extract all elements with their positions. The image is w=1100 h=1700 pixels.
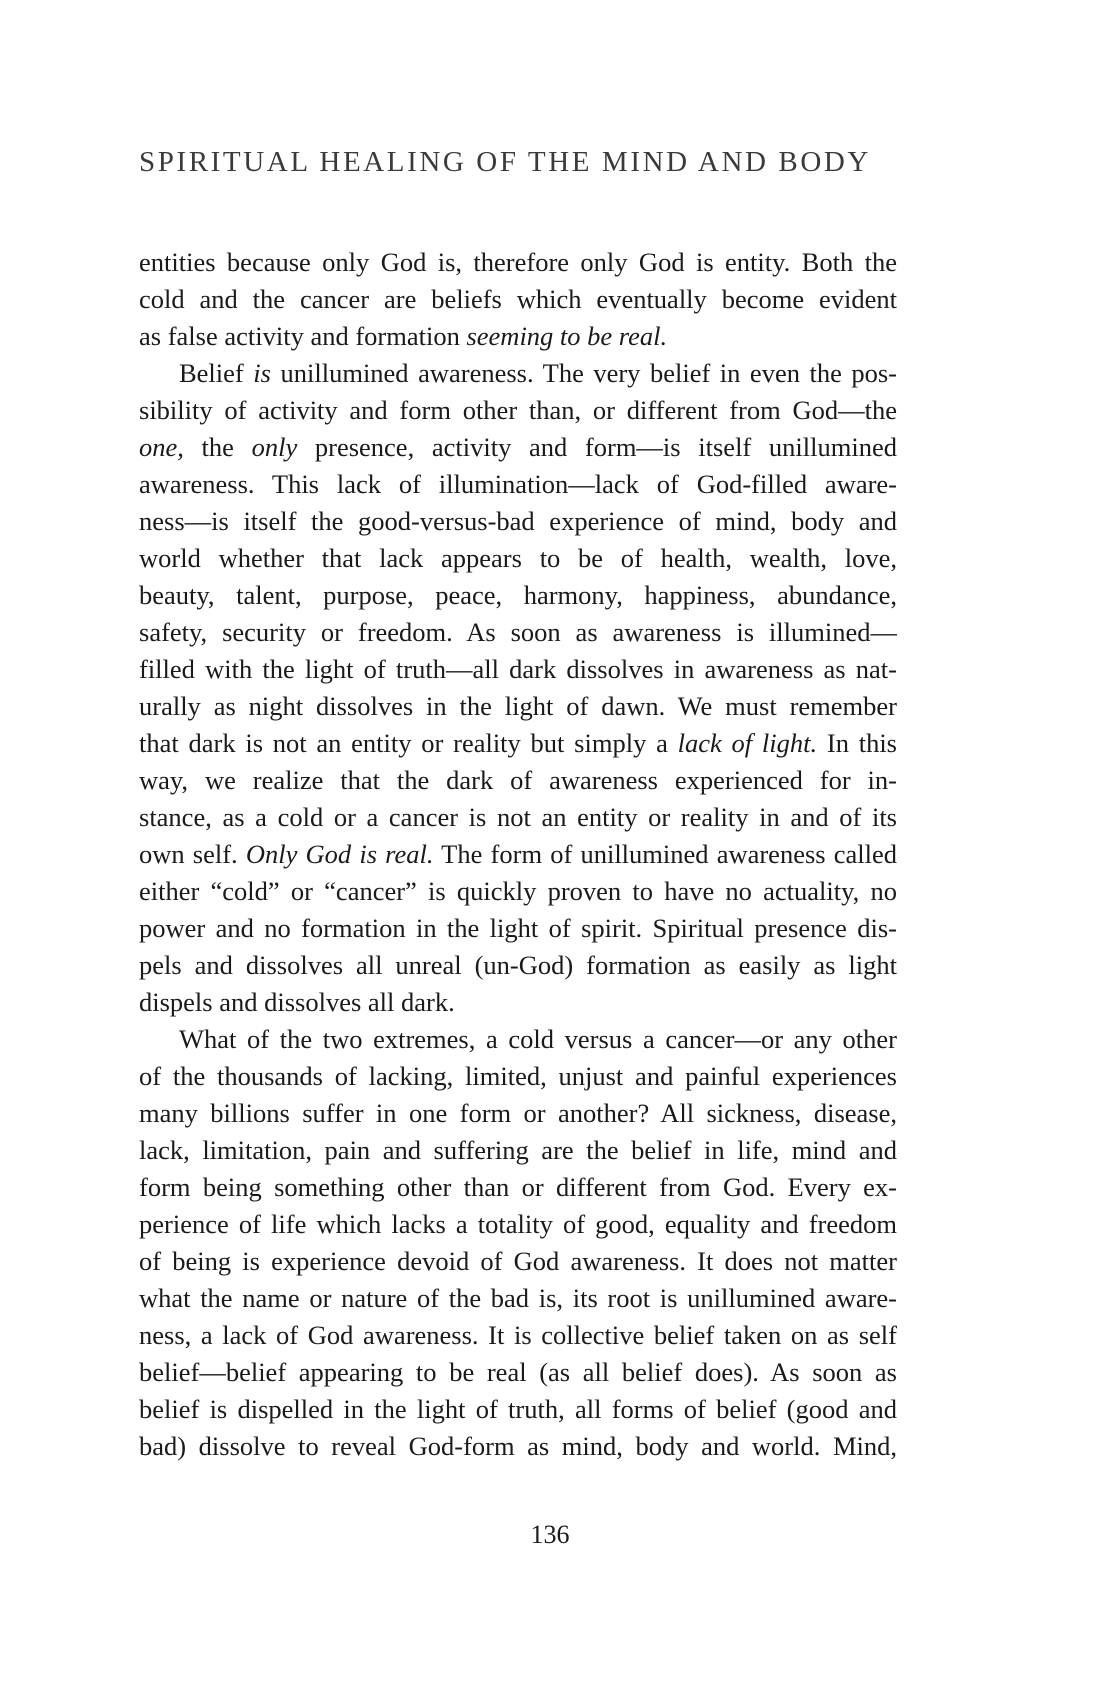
body-line: Belief is unillumined awareness. The very belief in even the pos- bbox=[179, 358, 897, 388]
body-line: belief is dispelled in the light of truth, all forms of belief (good and bbox=[139, 1394, 897, 1424]
body-line: safety, security or freedom. As soon as awareness is illumined— bbox=[139, 617, 897, 647]
body-text bbox=[139, 244, 897, 1465]
body-line: own self. Only God is real. The form of unillumined awareness called bbox=[139, 839, 897, 869]
body-line: pels and dissolves all unreal (un-God) formation as easily as light bbox=[139, 950, 897, 980]
body-line: either “cold” or “cancer” is quickly proven to have no actuality, no bbox=[139, 876, 897, 906]
body-line: many billions suffer in one form or another? All sickness, disease, bbox=[139, 1098, 897, 1128]
body-line: ness, a lack of God awareness. It is collective belief taken on as self bbox=[139, 1320, 897, 1350]
body-line: one, the only presence, activity and form—is itself unillumined bbox=[139, 432, 897, 462]
body-line: cold and the cancer are beliefs which eventually become evident bbox=[139, 284, 897, 314]
body-line: filled with the light of truth—all dark dissolves in awareness as nat- bbox=[139, 654, 897, 684]
body-line: bad) dissolve to reveal God-form as mind, body and world. Mind, bbox=[139, 1431, 897, 1461]
body-line: perience of life which lacks a totality of good, equality and freedom bbox=[139, 1209, 897, 1239]
body-line: belief—belief appearing to be real (as all belief does). As soon as bbox=[139, 1357, 897, 1387]
body-line: awareness. This lack of illumination—lack of God-filled aware- bbox=[139, 469, 897, 499]
body-line: of being is experience devoid of God awareness. It does not matter bbox=[139, 1246, 897, 1276]
body-line: sibility of activity and form other than, or different from God—the bbox=[139, 395, 897, 425]
body-line: that dark is not an entity or reality but simply a lack of light. In this bbox=[139, 728, 897, 758]
page-number: 136 bbox=[530, 1520, 570, 1549]
body-line: ness—is itself the good-versus-bad experience of mind, body and bbox=[139, 506, 897, 536]
body-line: lack, limitation, pain and suffering are the belief in life, mind and bbox=[139, 1135, 897, 1165]
body-line: beauty, talent, purpose, peace, harmony, happiness, abundance, bbox=[139, 580, 897, 610]
body-line: way, we realize that the dark of awareness experienced for in- bbox=[139, 765, 897, 795]
body-line: power and no formation in the light of spirit. Spiritual presence dis- bbox=[139, 913, 897, 943]
running-title: SPIRITUAL HEALING OF THE MIND AND BODY bbox=[139, 146, 871, 178]
body-line: dispels and dissolves all dark. bbox=[139, 987, 455, 1017]
body-line: as false activity and formation seeming to be real. bbox=[139, 321, 668, 351]
body-line: stance, as a cold or a cancer is not an entity or reality in and of its bbox=[139, 802, 897, 832]
body-line: what the name or nature of the bad is, its root is unillumined aware- bbox=[139, 1283, 897, 1313]
body-line: form being something other than or different from God. Every ex- bbox=[139, 1172, 897, 1202]
body-line: entities because only God is, therefore only God is entity. Both the bbox=[139, 247, 897, 277]
body-line: world whether that lack appears to be of health, wealth, love, bbox=[139, 543, 897, 573]
body-line: of the thousands of lacking, limited, unjust and painful experiences bbox=[139, 1061, 897, 1091]
body-line: What of the two extremes, a cold versus a cancer—or any other bbox=[179, 1024, 897, 1054]
body-line: urally as night dissolves in the light of dawn. We must remember bbox=[139, 691, 897, 721]
